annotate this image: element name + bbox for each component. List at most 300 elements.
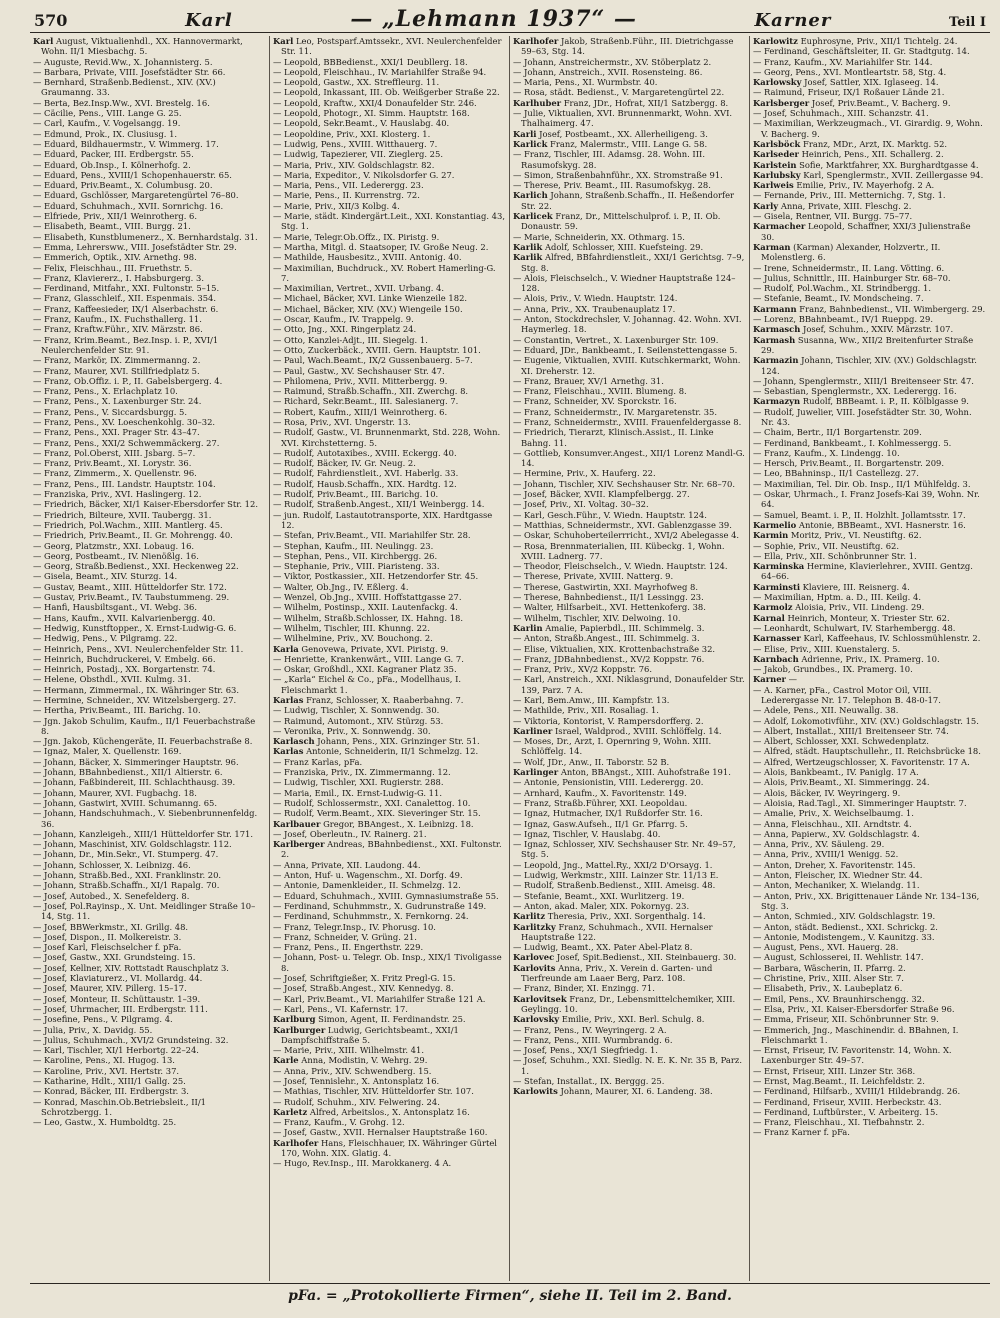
entry-text: — Leopold, Inkassant, III. Ob. Weißgerber Straße 22. <box>273 87 500 98</box>
directory-entry <box>753 685 986 706</box>
entry-text: Alfred, Arbeitslos., X. Antonsplatz 16. <box>307 1106 470 1117</box>
directory-entry <box>273 716 505 726</box>
directory-entry <box>33 705 265 715</box>
surname-keyword: Karmacher <box>753 221 806 232</box>
entry-text: — Stefanie, Beamt., XXI. Wurlitzerg. 19. <box>513 890 685 901</box>
directory-entry <box>513 582 745 592</box>
entry-text: — Ignaz, Tischler, V. Hauslabg. 40. <box>513 828 661 839</box>
directory-entry <box>33 67 265 77</box>
surname-keyword: Karlubsky <box>753 169 801 180</box>
entry-text: — Eduard, Schuhmach., XVII. Sornrichg. 16. <box>33 200 224 211</box>
entry-text: — Ignaz, Hutmacher, IX/1 Rußdorfer Str. 16. <box>513 808 703 819</box>
directory-entry <box>273 232 505 242</box>
entry-text: — Ludwig, Tischler, X. Sonnwendg. 30. <box>273 705 440 716</box>
surname-keyword: Karmann <box>753 303 797 314</box>
entry-text: — Emmerich, Jng., Maschinendir. d. BBahnen, I. Fleischmarkt 1. <box>753 1024 959 1045</box>
entry-text: — Rosa, Brennmaterialien, III. Kübeckg. 1, Wohn. XVIII. Ladnerg. 77. <box>513 540 725 561</box>
directory-entry <box>753 777 986 787</box>
entry-text: — Josef, Pens., XX/1 Siegfriedg. 1. <box>513 1045 658 1056</box>
entry-text: — Raimund, Friseur, IX/1 Roßauer Lände 21. <box>753 87 945 98</box>
entry-text: — Alois, Bankbeamt., IV. Paniglg. 17 A. <box>753 767 919 778</box>
directory-entry <box>513 499 745 509</box>
directory-entry <box>753 149 986 159</box>
entry-text: — Franziska, Priv., XVI. Haslingerg. 12. <box>33 489 202 500</box>
entry-text: — Franz, Kraftw.Führ., XIV. Märzstr. 86. <box>33 324 203 335</box>
directory-entry <box>753 211 986 221</box>
entry-text: Sofie, Marktfahrer, XX. Burghardtgasse 4. <box>796 159 979 170</box>
entry-text: — Wilhelm, Postinsp., XXII. Lautenfackg. 4. <box>273 602 458 613</box>
directory-entry <box>33 417 265 427</box>
directory-entry <box>273 190 505 200</box>
entry-text: — Anton, akad. Maler, XIX. Pokornyg. 23. <box>513 900 690 911</box>
directory-entry <box>273 36 505 57</box>
surname-keyword: Karnasser <box>753 633 801 644</box>
entry-text: — Franz, Schneidermstr., XVIII. Frauenfeldergasse 8. <box>513 416 742 427</box>
directory-entry <box>513 448 745 469</box>
entry-text: Klaviere, III. Reisnerg. 4. <box>800 581 910 592</box>
directory-entry <box>33 139 265 149</box>
entry-text: — „Karla“ Eichel & Co., pFa., Modellhaus, I. Fleischmarkt 1. <box>273 674 462 695</box>
directory-entry <box>33 798 265 808</box>
directory-entry <box>273 561 505 571</box>
entry-text: — Franz, Pens., XXI/2 Schwemmäckerg. 27. <box>33 437 220 448</box>
entry-text: — Franz, Zimmerm., X. Quellenstr. 96. <box>33 468 197 479</box>
surname-keyword: Karlik <box>513 252 543 263</box>
directory-entry <box>33 396 265 406</box>
directory-entry <box>513 417 745 427</box>
directory-entry <box>753 705 986 715</box>
directory-entry <box>33 623 265 633</box>
entry-text: — Stefan, Priv.Beamt., VII. Mariahilfer Str. 28. <box>273 530 471 541</box>
entry-text: Johann, Pens., XIX. Grinzinger Str. 51. <box>314 736 480 747</box>
entry-text: — Karl, Bem.Amw., III. Kampfstr. 13. <box>513 695 670 705</box>
directory-entry <box>33 232 265 242</box>
entry-text: — Heinrich, Pens., XVI. Neulerchenfelder Str. 11. <box>33 643 244 654</box>
directory-entry <box>753 201 986 211</box>
directory-entry <box>33 427 265 437</box>
directory-entry <box>753 746 986 756</box>
entry-text: — Lorenz, BBahnbeamt., IV/1 Rueppg. 29. <box>753 314 933 325</box>
entry-text: — Franz, Glasschleif., XII. Espenmais. 354. <box>33 293 217 304</box>
entry-text: — Ferdinand, Geschäftsleiter, II. Gr. Stadtgutg. 14. <box>753 46 970 57</box>
directory-entry <box>33 376 265 386</box>
entry-text: — Elisabeth, Beamt., VIII. Burgg. 21. <box>33 221 191 232</box>
entry-text: — Franz, Tischler, III. Adamsg. 28. Wohn. III. Rasumofskyg. 28. <box>513 149 706 170</box>
entry-text: Josef, Priv.Beamt., V. Bacherg. 9. <box>809 97 951 108</box>
directory-entry <box>513 1055 745 1076</box>
directory-entry <box>753 448 986 458</box>
directory-entry <box>273 1055 505 1065</box>
directory-entry <box>33 530 265 540</box>
directory-entry <box>273 654 505 664</box>
directory-entry <box>273 1014 505 1024</box>
entry-text: — Maria, Priv., XIV. Goldschlagstr. 82. <box>273 159 435 170</box>
entry-text: Leopold, Schaffner, XXI/3 Julienstraße 30. <box>761 221 971 242</box>
directory-entry <box>513 304 745 314</box>
entry-text: — Johann, Maschinist, XIV. Goldschlagstr. 112. <box>33 839 232 850</box>
directory-entry <box>273 592 505 602</box>
surname-keyword: Karman <box>753 241 791 252</box>
directory-entry <box>753 458 986 468</box>
entry-text: — Franz, Priv., XV/2 Koppstr. 76. <box>513 664 653 675</box>
directory-entry <box>273 263 505 284</box>
entry-text: — Franz, Pens., IV. Weyringerg. 2 A. <box>513 1024 667 1035</box>
directory-entry <box>753 396 986 406</box>
entry-text: — Elise, Viktualien, XIX. Krottenbachstraße 32. <box>513 643 716 654</box>
directory-entry <box>33 839 265 849</box>
entry-text: — Hersch, Priv.Beamt., II. Borgartenstr. 209. <box>753 458 945 469</box>
directory-entry <box>513 994 745 1015</box>
directory-entry <box>753 633 986 643</box>
directory-entry <box>753 283 986 293</box>
entry-text: — Hermine, Schneider., XV. Witzelsbergerg. 27. <box>33 695 237 705</box>
directory-entry <box>513 98 745 108</box>
entry-text: — Oscar, Kaufm., IV. Trappelg. 9. <box>273 314 414 325</box>
directory-entry <box>273 829 505 839</box>
directory-entry <box>273 942 505 952</box>
entry-text: — Mathias, Tischler, XIV. Hütteldorfer Str. 107. <box>273 1086 474 1097</box>
directory-entry <box>273 252 505 262</box>
directory-entry <box>33 180 265 190</box>
entry-text: — Josef, Uhrmacher, III. Erdbergstr. 111. <box>33 1003 208 1014</box>
entry-text: — Franz, Binder, XI. Enzingg. 71. <box>513 983 655 994</box>
entry-text: — Rudolf, Pol.Wachm., XI. Strindbergg. 1. <box>753 283 931 294</box>
surname-keyword: Karlstein <box>753 159 797 170</box>
directory-entry <box>33 160 265 170</box>
directory-entry <box>513 77 745 87</box>
entry-text: — Emmerich, Optik., XIV. Arnethg. 98. <box>33 252 197 263</box>
directory-entry <box>753 1025 986 1046</box>
surname-keyword: Karli <box>513 128 537 139</box>
entry-text: — Konrad, Bäcker, III. Erdbergstr. 3. <box>33 1086 189 1097</box>
directory-entry <box>753 582 986 592</box>
surname-keyword: Karlovsky <box>513 1014 560 1025</box>
entry-text: — Johann, Gastwirt, XVIII. Schumanng. 65. <box>33 797 218 808</box>
entry-text: — Ignaz, Maler, X. Quellenstr. 169. <box>33 746 182 757</box>
directory-entry <box>273 1025 505 1046</box>
directory-entry <box>513 149 745 170</box>
directory-entry <box>513 736 745 757</box>
entry-text: — Josef, Straßb.Angest., XIV. Kennedyg. 8. <box>273 983 454 994</box>
entry-text: — Anton, Huf- u. Wagenschm., XI. Dorfg. 49. <box>273 870 463 881</box>
directory-entry <box>273 705 505 715</box>
entry-text: — <box>785 674 797 685</box>
directory-entry <box>753 407 986 428</box>
entry-text: — Paul, Wach.Beamt., IX/2 Gussenbauerg. 5–7. <box>273 355 473 366</box>
entry-text: — Rudolf, Autotaxibes., XVIII. Eckergg. 40. <box>273 447 457 458</box>
entry-text: — Anna, Priv., XVIII/1 Wenigg. 52. <box>753 849 899 860</box>
entry-text: Franz, Schlosser, X. Raaberbahng. 7. <box>303 695 464 705</box>
entry-text: — Friedrich, Bäcker, XI/1 Kaiser-Ebersdorfer Str. 12. <box>33 499 259 510</box>
left-keyword: Karl <box>185 10 233 31</box>
entry-text: Euphrosyne, Priv., XII/1 Tichtelg. 24. <box>797 36 958 46</box>
column-4 <box>750 36 990 1281</box>
entry-text: Israel, Waldprod., XVIII. Schlöffelg. 14. <box>552 725 722 736</box>
directory-entry <box>33 1025 265 1035</box>
surname-keyword: Karlhuber <box>513 97 562 108</box>
entry-text: — Chaim, Bertr., II/1 Borgartenstr. 209. <box>753 427 922 438</box>
entry-text: — Johann, Kanzleigeh., XIII/1 Hütteldorfer Str. 171. <box>33 828 254 839</box>
entry-text: — Franz, Markör, IX. Zimmermanng. 2. <box>33 355 201 366</box>
entry-text: — Julius, Schuhmach., XVI/2 Grundsteing. 32. <box>33 1034 229 1045</box>
directory-entry <box>33 273 265 283</box>
entry-text: — Hertha, Priv.Beamt., III. Barichg. 10. <box>33 705 201 716</box>
entry-text: — Franz, Telegr.Insp., IV. Phorusg. 10. <box>273 921 436 932</box>
surname-keyword: Karmasch <box>753 324 801 335</box>
entry-text: — Leopoldine, Priv., XXI. Klosterg. 1. <box>273 128 431 139</box>
entry-text: — Maria, Expeditor., V. Nikolsdorfer G. 27. <box>273 169 455 180</box>
directory-entry <box>513 767 745 777</box>
entry-text: — Katharine, Hdlt., XIII/1 Gallg. 25. <box>33 1075 186 1086</box>
entry-text: — Maximilian, Werkzeugmach., VI. Girardig. 9, Wohn. V. Bacherg. 9. <box>753 118 983 139</box>
entry-text: — Maximilian, Tel. Dir. Ob. Insp., II/1 Mühlfeldg. 3. <box>753 478 971 489</box>
entry-text: — Eugenie, Viktualien, XVIII. Kutschkermarkt, Wohn. XI. Dreherstr. 12. <box>513 355 741 376</box>
surname-keyword: Karlweis <box>753 180 794 191</box>
entry-text: — Franz, Ob.Offiz. i. P., II. Gabelsbergerg. 4. <box>33 375 223 386</box>
directory-entry <box>753 67 986 77</box>
entry-text: — Heinrich, Buchdruckerei, V. Embelg. 66. <box>33 653 216 664</box>
directory-entry <box>753 798 986 808</box>
directory-entry <box>753 819 986 829</box>
entry-text: Simon, Agent, II. Ferdinandstr. 25. <box>315 1014 466 1025</box>
entry-text: — Franz, Straßb.Führer, XXI. Leopoldau. <box>513 797 688 808</box>
directory-entry <box>273 973 505 983</box>
directory-entry <box>513 273 745 294</box>
entry-text: — Rudolf, Straßenb.Bedienst., XIII. Ameisg. 48. <box>513 880 716 891</box>
directory-entry <box>753 36 986 46</box>
entry-text: — Rudolf, Schuhm., XIV. Felwering. 24. <box>273 1096 440 1107</box>
directory-entry <box>273 582 505 592</box>
entry-text: — Jakob, Grundbes., IX. Pramerg. 10. <box>753 664 913 675</box>
directory-entry <box>33 468 265 478</box>
directory-entry <box>513 407 745 417</box>
directory-entry <box>273 479 505 489</box>
entry-text: — Richard, Sekr.Beamt., III. Salesianerg. 7. <box>273 396 459 407</box>
entry-text: — Felix, Fleischhau., III. Fruethstr. 5. <box>33 262 193 273</box>
directory-entry <box>273 314 505 324</box>
entry-text: — Rosa, städt. Bedienst., V. Margaretengürtel 22. <box>513 87 725 98</box>
entry-text: — Friedrich, Pol.Wachm., XIII. Mantlerg. 45. <box>33 519 223 530</box>
entry-text: — Hedwig, Pens., V. Pilgramg. 22. <box>33 633 178 644</box>
entry-text: — Marie, Telegr.Ob.Offz., IX. Piristg. 9. <box>273 231 440 242</box>
directory-entry <box>753 808 986 818</box>
entry-text: — Josef, Kellner, XIV. Rottstadt Rauschplatz 3. <box>33 962 229 973</box>
directory-entry <box>513 674 745 695</box>
directory-entry <box>513 520 745 530</box>
entry-text: — Franz, Pens., X. Laxenburger Str. 24. <box>33 396 202 407</box>
entry-text: — Ferdinand, Friseur, XVIII. Herbeckstr. 43. <box>753 1096 942 1107</box>
directory-entry <box>33 932 265 942</box>
entry-text: — Franz, Pens., III. Landstr. Hauptstr. 104. <box>33 478 216 489</box>
entry-text: — Franz, Schneider, XV. Sporckstr. 16. <box>513 396 677 407</box>
directory-entry <box>753 541 986 551</box>
directory-entry <box>273 283 505 293</box>
directory-entry <box>33 973 265 983</box>
entry-text: — Georg, Platzmstr., XXI. Lobaug. 16. <box>33 540 195 551</box>
directory-entry <box>273 1076 505 1086</box>
entry-text: — Berta, Bez.Insp.Ww., XVI. Brestelg. 16. <box>33 97 210 108</box>
directory-entry <box>273 932 505 942</box>
surname-keyword: Karlitz <box>513 911 546 922</box>
entry-text: — Helene, Obsthdl., XVII. Kulmg. 31. <box>33 674 191 685</box>
directory-entry <box>273 1138 505 1159</box>
entry-text: Franz, Bahnbedienst., VII. Wimbergerg. 29. <box>796 303 986 314</box>
directory-entry <box>33 613 265 623</box>
entry-text: — Therese, Gastwirtin, XXI. Mayrhofweg 8. <box>513 581 699 592</box>
directory-entry <box>513 880 745 890</box>
directory-entry <box>513 170 745 180</box>
entry-text: — Maria, Emil., IX. Ernst-Ludwig-G. 11. <box>273 787 442 798</box>
entry-text: — Leopold, Fleischhau., IV. Mariahilfer Straße 94. <box>273 66 487 77</box>
entry-text: — Michael, Bäcker, XVI. Linke Wienzeile 182. <box>273 293 468 304</box>
directory-entry <box>753 221 986 242</box>
directory-entry <box>273 901 505 911</box>
entry-text: — Stephan, Pens., VII. Kirchbergg. 26. <box>273 550 438 561</box>
directory-entry <box>273 808 505 818</box>
directory-entry <box>273 1107 505 1117</box>
directory-entry <box>33 633 265 643</box>
entry-text: — Karl, Tischler, XI/1 Herbortg. 22–24. <box>33 1045 199 1056</box>
directory-entry <box>513 716 745 726</box>
entry-text: — Johann, Dr., Min.Sekr., VI. Stumperg. 47. <box>33 849 219 860</box>
entry-text: — Franz, Krim.Beamt., Bez.Insp. i. P., XVI/1 Neulerchenfelder Str. 91. <box>33 334 219 355</box>
entry-text: — Gottlieb, Konsumver.Angest., XII/1 Lorenz Mandl-G. 14. <box>513 447 745 469</box>
directory-entry <box>753 1004 986 1014</box>
directory-entry <box>33 36 265 57</box>
directory-entry <box>753 551 986 561</box>
directory-entry <box>513 87 745 97</box>
entry-text: — Eduard, Priv.Beamt., X. Columbusg. 20. <box>33 180 213 191</box>
entry-text: — Veronika, Priv., X. Sonnwendg. 30. <box>273 725 431 736</box>
directory-entry <box>513 541 745 562</box>
directory-entry <box>273 211 505 232</box>
entry-text: — Viktoria, Kontorist, V. Rampersdorfferg. 2. <box>513 715 704 726</box>
directory-entry <box>753 170 986 180</box>
entry-text: Theresia, Priv., XXI. Sorgenthalg. 14. <box>545 911 706 922</box>
directory-entry <box>33 664 265 674</box>
entry-text: — Gisela, Rentner, VII. Burgg. 75–77. <box>753 211 913 222</box>
entry-text: — Josef, BBWerkmstr., XI. Grillg. 48. <box>33 921 189 932</box>
entry-text: — Julia, Priv., X. Davidg. 55. <box>33 1024 153 1035</box>
entry-text: — Josef, Pol.Rayinsp., X. Unt. Meidlinger Straße 10–14, Stg. 11. <box>33 900 256 922</box>
entry-text: Moritz, Priv., VI. Neustiftg. 62. <box>788 530 922 541</box>
directory-entry <box>273 468 505 478</box>
column-3 <box>510 36 750 1281</box>
directory-entry <box>753 1076 986 1086</box>
directory-entry <box>753 479 986 489</box>
directory-entry <box>753 1066 986 1076</box>
directory-entry <box>33 520 265 530</box>
directory-entry <box>33 1014 265 1024</box>
directory-entry <box>33 1097 265 1118</box>
entry-text: — Karoline, Priv., XVI. Hertstr. 37. <box>33 1065 180 1076</box>
entry-text: Franz, Malermstr., VIII. Lange G. 58. <box>547 138 708 149</box>
entry-text: Jakob, Straßenb.Führ., III. Dietrichgasse 59–63, Stg. 14. <box>521 36 734 57</box>
entry-text: — Alois, Priv., V. Wiedn. Hauptstr. 124. <box>513 293 678 304</box>
entry-text: — Elisabeth, Kunstblumenerz., X. Bernhardstalg. 31. <box>33 231 258 242</box>
directory-entry <box>33 335 265 356</box>
entry-text: — Maximilian, Vertret., XVII. Urbang. 4. <box>273 283 445 294</box>
surname-keyword: Karlowitz <box>753 36 798 46</box>
directory-entry <box>273 67 505 77</box>
directory-entry <box>273 798 505 808</box>
directory-entry <box>33 458 265 468</box>
directory-entry <box>513 427 745 448</box>
directory-entry <box>273 98 505 108</box>
entry-text: — Josef, Gastw., XVII. Hernalser Hauptstraße 160. <box>273 1127 488 1138</box>
entry-text: — Ludwig, Werkmstr., XIII. Lainzer Str. 11/13 E. <box>513 870 719 881</box>
entry-text: — Leopold, BBBedienst., XXI/1 Deubllerg. 18. <box>273 56 468 67</box>
surname-keyword: Karmin <box>753 530 789 541</box>
entry-text: — Georg, Straßb.Bedienst., XXI. Heckenweg 22. <box>33 561 239 572</box>
directory-entry <box>753 613 986 623</box>
directory-entry <box>513 1086 745 1096</box>
entry-text: — Anna, Fleischhau., XII. Arndtstr. 4. <box>753 818 912 829</box>
surname-keyword: Karlin <box>513 622 543 633</box>
directory-entry <box>33 252 265 262</box>
directory-entry <box>753 911 986 921</box>
directory-entry <box>513 613 745 623</box>
directory-entry <box>273 242 505 252</box>
entry-text: — Eduard, Schuhmach., XVIII. Gymnasiumstraße 55. <box>273 890 499 901</box>
directory-entry <box>513 654 745 664</box>
entry-text: — Anton, Mechaniker, X. Wielandg. 11. <box>753 880 920 891</box>
directory-entry <box>33 438 265 448</box>
directory-entry <box>33 448 265 458</box>
entry-text: Josef, Schuhm., XXIV. Märzstr. 107. <box>800 324 954 335</box>
directory-entry <box>273 149 505 159</box>
entry-text: — Friedrich, Tierarzt, Klinisch.Assist., II. Linke Bahng. 11. <box>513 427 714 448</box>
entry-text: — Emil, Pens., XV. Braunhirschengg. 32. <box>753 993 925 1004</box>
directory-entry <box>753 1086 986 1096</box>
surname-keyword: Karle <box>273 1055 299 1066</box>
entry-text: — Franz, Klaviererz., I. Habsburgerg. 3. <box>33 272 204 283</box>
entry-text: — Konrad, Maschin.Ob.Betriebsleit., II/1 Schrotzbergg. 1. <box>33 1096 206 1117</box>
directory-entry <box>513 510 745 520</box>
entry-text: (Karman) Alexander, Holzvertr., II. Molenstlerg. 6. <box>761 241 941 263</box>
entry-text: — Johann, Faßbindereit, III. Schlachthausg. 39. <box>33 777 236 788</box>
directory-entry <box>273 633 505 643</box>
directory-entry <box>513 57 745 67</box>
directory-entry <box>273 335 505 345</box>
entry-text: — Ernst, Mag.Beamt., II. Leichfeldstr. 2. <box>753 1075 925 1086</box>
entry-text: Hermine, Klavierlehrer., XVIII. Gentzg. 64–66. <box>761 561 973 582</box>
directory-entry <box>513 108 745 129</box>
entry-text: — Franz, Pens., V. Siccardsburgg. 5. <box>33 406 188 417</box>
directory-entry <box>33 479 265 489</box>
directory-entry <box>753 293 986 303</box>
entry-text: — Karoline, Pens., XI. Hugog. 13. <box>33 1055 175 1066</box>
directory-entry <box>273 129 505 139</box>
entry-text: — Johann, Bäcker, X. Simmeringer Hauptstr. 96. <box>33 756 239 767</box>
entry-text: — Theodor, Fleischselch., V. Wiedn. Hauptstr. 124. <box>513 561 728 572</box>
entry-text: — Arnhard, Kaufm., X. Favoritenstr. 149. <box>513 787 687 798</box>
directory-entry <box>273 767 505 777</box>
directory-entry <box>753 994 986 1004</box>
surname-keyword: Karlich <box>513 190 548 201</box>
directory-entry <box>513 839 745 860</box>
entry-text: — Otto, Jng., XXI. Ringerplatz 24. <box>273 324 417 335</box>
entry-text: Emilie, Priv., XXI. Berl. Schulg. 8. <box>559 1014 705 1025</box>
directory-entry <box>33 366 265 376</box>
entry-text: — Franz, Pens., II. Engerthstr. 229. <box>273 942 424 953</box>
entry-text: — Johann, Straßb.Bed., XXI. Franklinstr. 20. <box>33 870 222 881</box>
entry-text: — August, Schlosserei, II. Wehlistr. 147. <box>753 952 924 963</box>
entry-text: — Wilhelm, Straßb.Schlosser, IX. Hahng. 18. <box>273 612 464 623</box>
entry-text: — Adele, Pens., XII. Neuwallg. 38. <box>753 705 899 716</box>
entry-text: — Hermann, Zimmermal., IX. Währinger Str. 63. <box>33 684 240 695</box>
entry-text: — Franz Karner f. pFa. <box>753 1127 850 1138</box>
